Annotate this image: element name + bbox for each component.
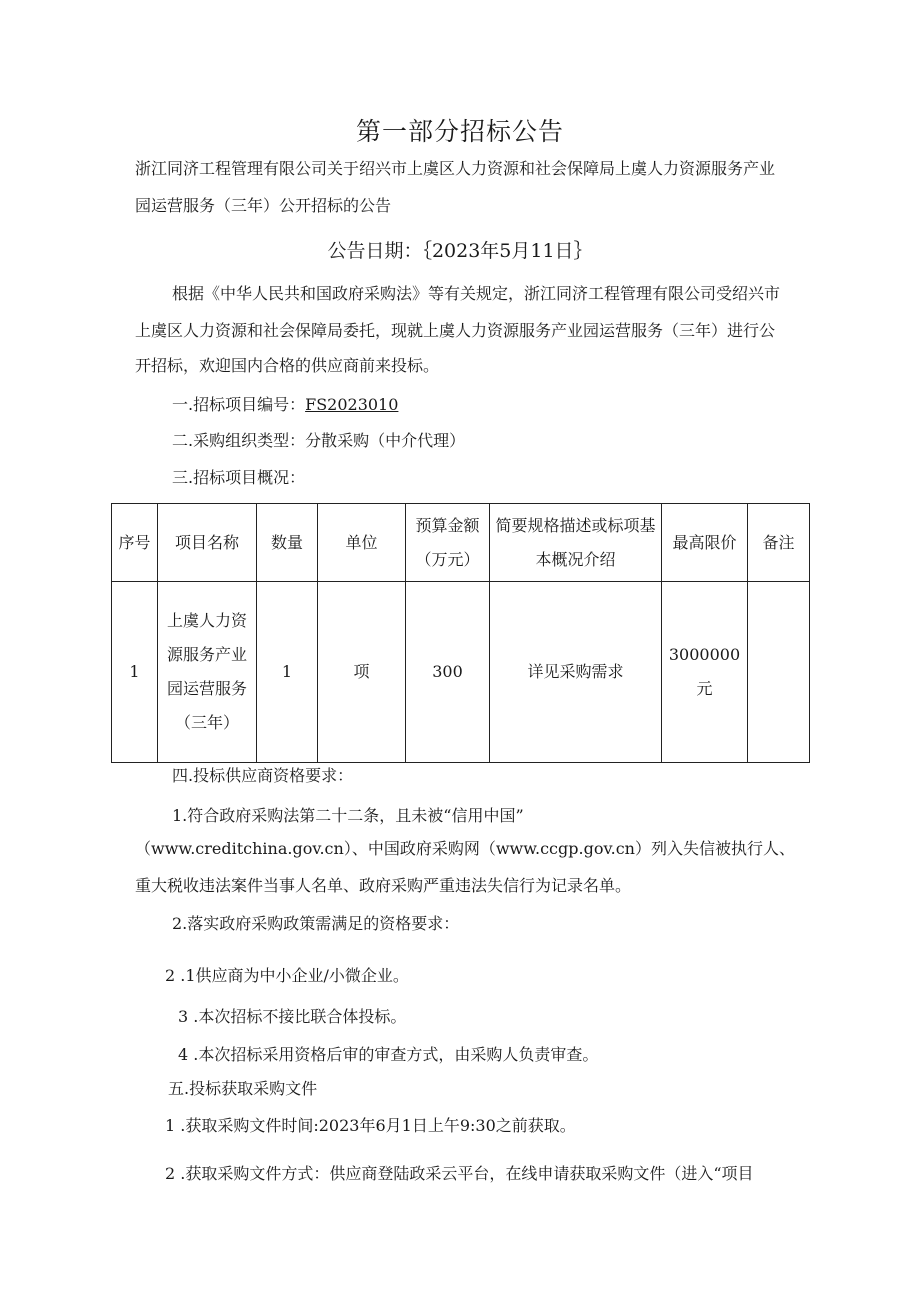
- cell-remarks: [748, 582, 810, 763]
- header-max-price: 最高限价: [662, 504, 748, 582]
- header-quantity: 数量: [257, 504, 318, 582]
- project-number-value: FS2023010: [305, 395, 399, 414]
- header-budget: 预算金额（万元）: [406, 504, 490, 582]
- intro-paragraph-line-2: 上虞区人力资源和社会保障局委托，现就上虞人力资源服务产业园运营服务（三年）进行公: [135, 321, 776, 340]
- announcement-subtitle-line-1: 浙江同济工程管理有限公司关于绍兴市上虞区人力资源和社会保障局上虞人力资源服务产业: [135, 159, 776, 178]
- requirement-1-line-3: 重大税收违法案件当事人名单、政府采购严重违法失信行为记录名单。: [135, 876, 632, 895]
- requirement-2-1: 2 .1供应商为中小企业/小微企业。: [165, 966, 409, 985]
- cell-quantity: 1: [257, 582, 318, 763]
- section-bidder-qualifications: 四.投标供应商资格要求：: [172, 766, 354, 785]
- requirement-3: 3 .本次招标不接比联合体投标。: [178, 1007, 407, 1026]
- cell-description: 详见采购需求: [490, 582, 662, 763]
- requirement-4: 4 .本次招标采用资格后审的审查方式，由采购人负责审查。: [178, 1045, 599, 1064]
- requirement-1-line-1: 1.符合政府采购法第二十二条，且未被“信用中国”: [172, 806, 524, 825]
- section-project-number: [172, 394, 398, 416]
- header-serial: 序号: [112, 504, 158, 582]
- section-project-overview: 三.招标项目概况：: [172, 468, 306, 487]
- header-description: 简要规格描述或标项基本概况介绍: [490, 504, 662, 582]
- project-table: [111, 503, 810, 763]
- cell-budget: 300: [406, 582, 490, 763]
- requirement-1-line-2: （www.creditchina.gov.cn）、中国政府采购网（www.ccgp.gov.cn）列入失信被执行人、: [135, 839, 795, 858]
- header-project-name: 项目名称: [158, 504, 257, 582]
- header-remarks: 备注: [748, 504, 810, 582]
- table-header-row: [112, 504, 810, 582]
- section-obtain-documents: 五.投标获取采购文件: [168, 1079, 318, 1098]
- intro-paragraph-line-3: 开招标，欢迎国内合格的供应商前来投标。: [135, 356, 440, 375]
- cell-project-name: 上虞人力资源服务产业园运营服务（三年）: [158, 582, 257, 763]
- project-number-label: 一.招标项目编号：: [172, 395, 306, 414]
- cell-unit: 项: [318, 582, 406, 763]
- document-title: 第一部分招标公告: [355, 117, 564, 146]
- announcement-date: 公告日期：｛2023年5月11日｝: [327, 240, 593, 262]
- section-procurement-type: 二.采购组织类型：分散采购（中介代理）: [172, 431, 466, 450]
- requirement-2: 2.落实政府采购政策需满足的资格要求：: [172, 914, 460, 933]
- table-row: [112, 582, 810, 763]
- announcement-subtitle-line-2: 园运营服务（三年）公开招标的公告: [135, 196, 392, 215]
- cell-serial: 1: [112, 582, 158, 763]
- obtain-item-2: 2 .获取采购文件方式：供应商登陆政采云平台，在线申请获取采购文件（进入“项目: [165, 1164, 754, 1183]
- intro-paragraph-line-1: 根据《中华人民共和国政府采购法》等有关规定，浙江同济工程管理有限公司受绍兴市: [172, 284, 781, 303]
- header-unit: 单位: [318, 504, 406, 582]
- obtain-item-1: 1 .获取采购文件时间:2023年6月1日上午9:30之前获取。: [165, 1116, 576, 1135]
- cell-max-price: 3000000元: [662, 582, 748, 763]
